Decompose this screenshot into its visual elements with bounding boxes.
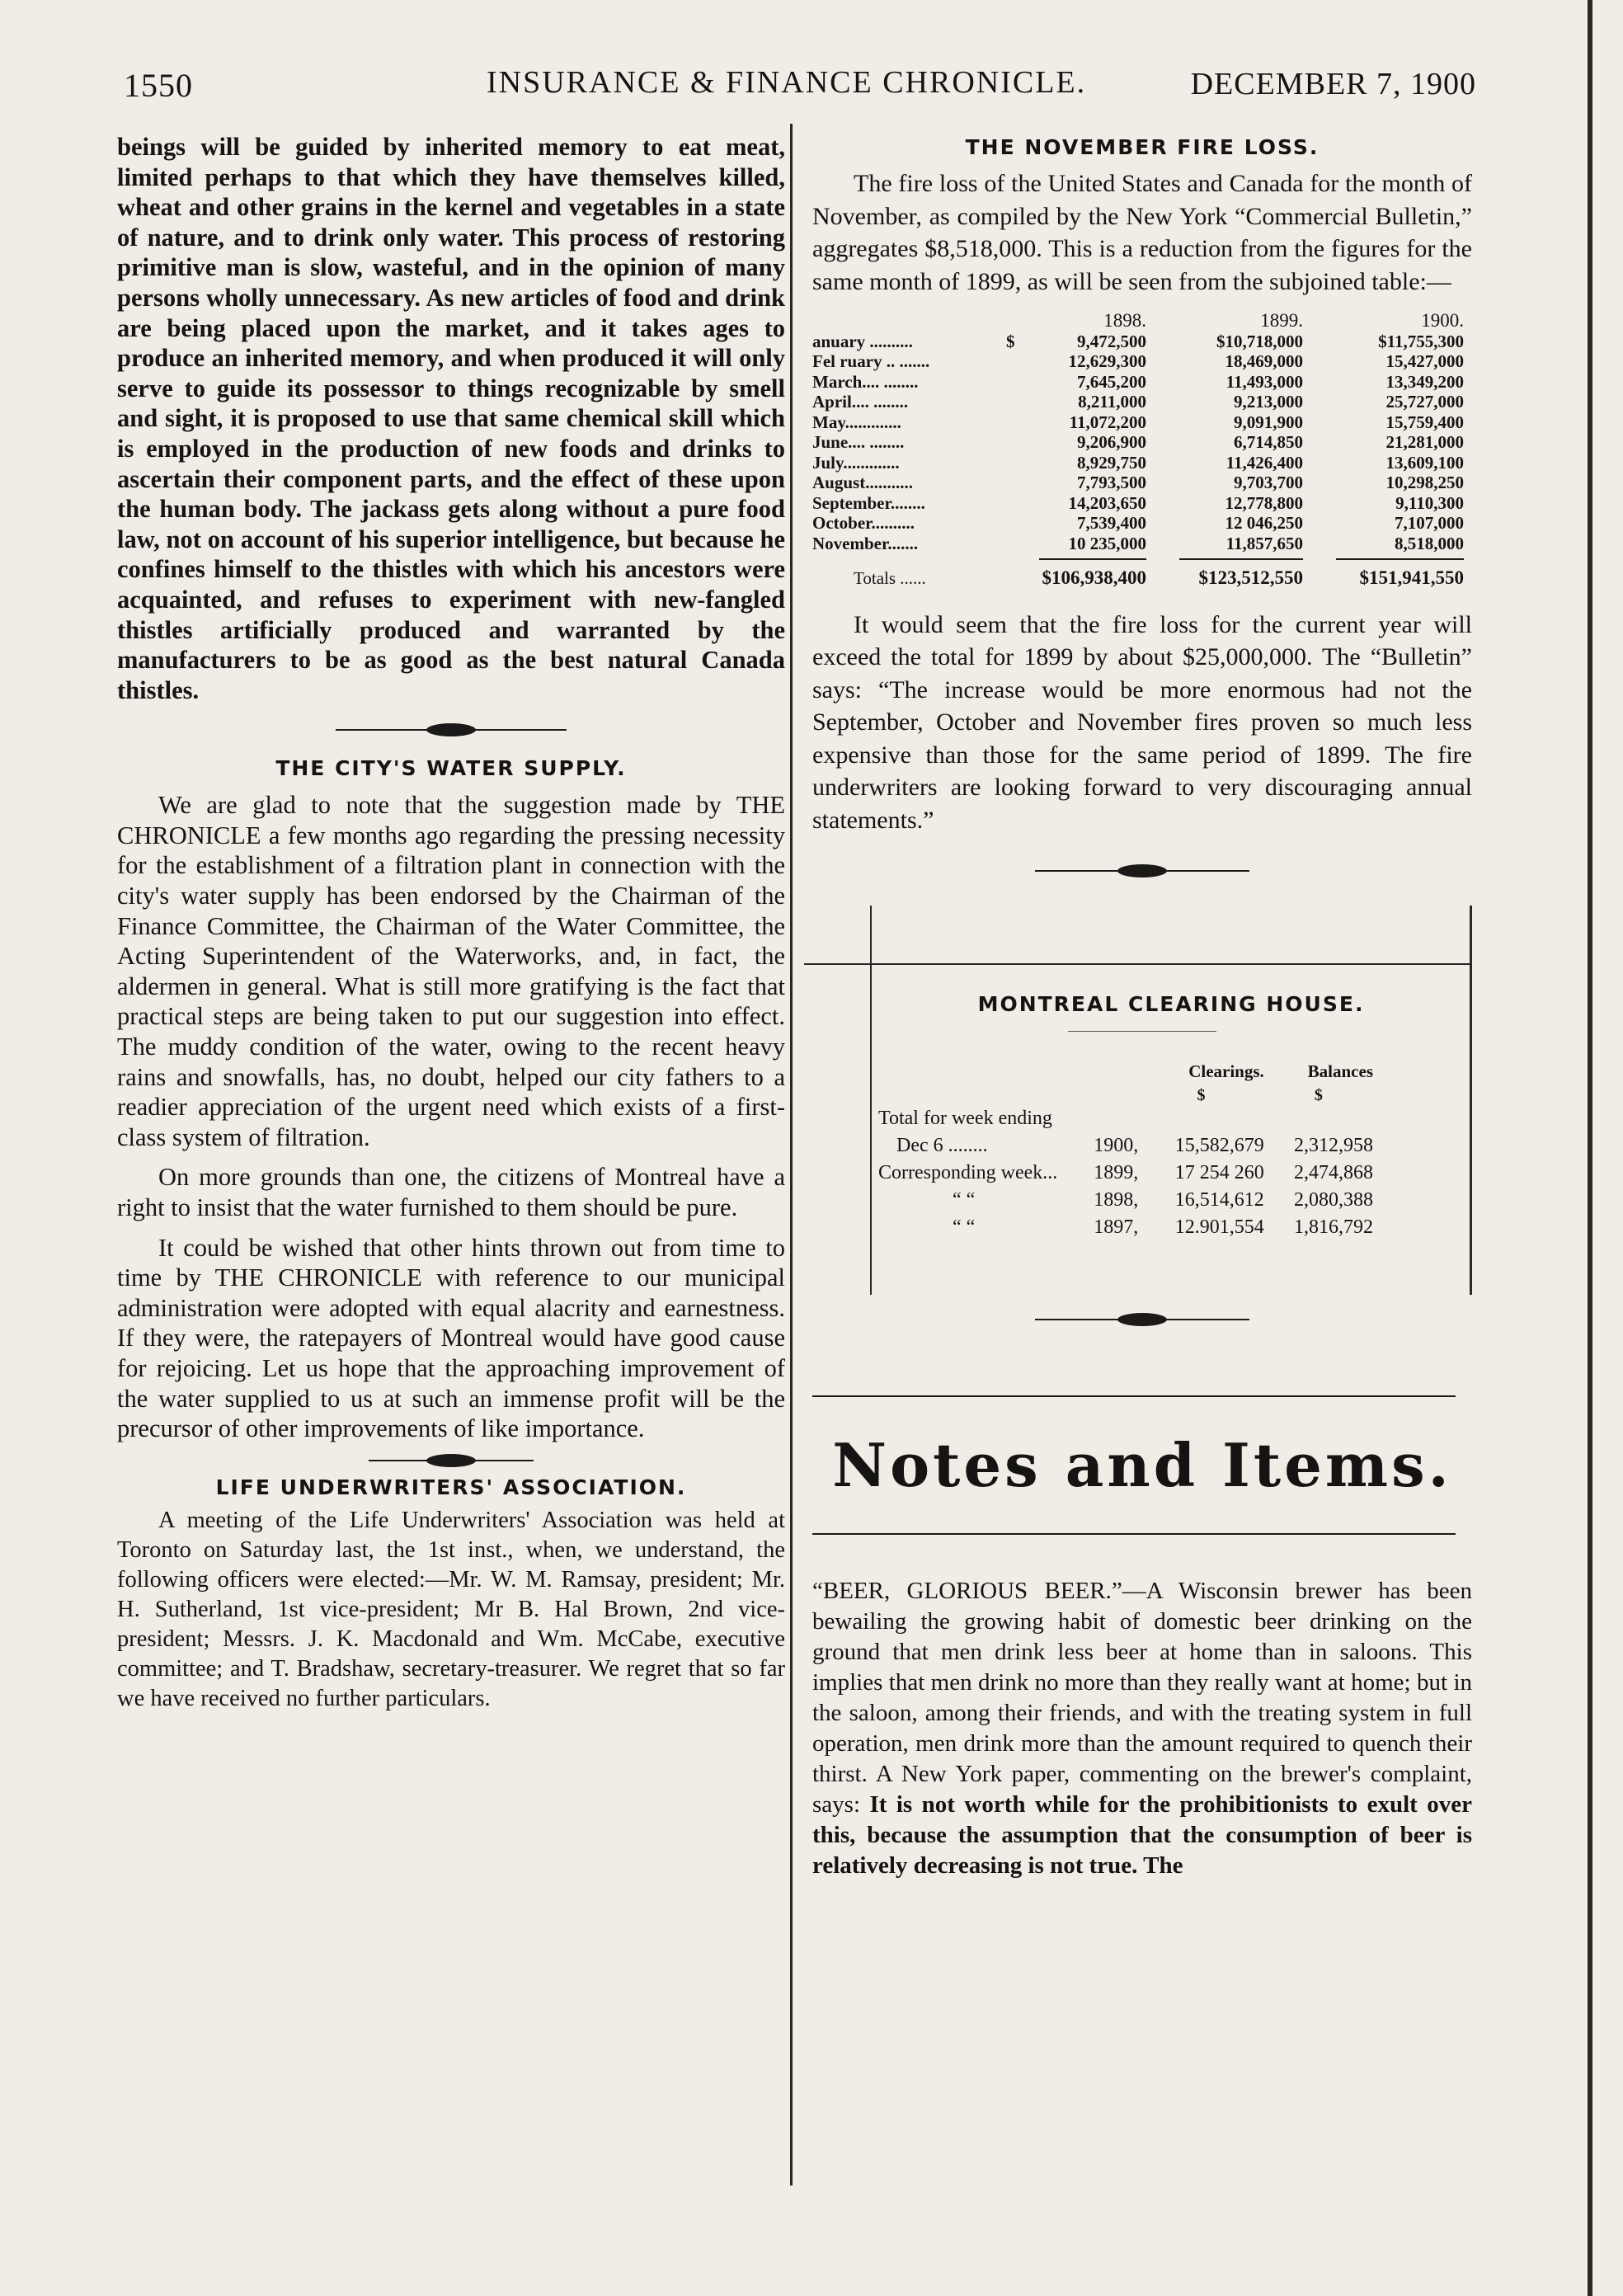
value-1898: 9,472,500: [1077, 331, 1146, 351]
value-1898: 7,539,400: [1077, 513, 1146, 533]
left-column: [117, 132, 785, 1714]
value-1898: 8,929,750: [1077, 452, 1146, 473]
ornament-divider: [1035, 1310, 1249, 1329]
value-1900: 25,727,000: [1385, 392, 1464, 412]
currency-mark: [1006, 392, 1023, 412]
table-row: [812, 453, 1464, 473]
year-1899: 1899.: [1260, 310, 1303, 331]
water-paragraph-1: We are glad to note that the suggestion made by THE CHRONICLE a few months ago regarding the pressing necessity for the establishment of a filtration plant in connection with the city's water supply has been endorsed by the Chairman of the Finance Committee, the Chairman of the Water Committee, the Acting Superintendent of the Waterworks, and, in fact, the aldermen in general. What is still more gratifying is the fact that practical steps are being taken to put our suggestion into effect. The muddy condition of the water, owing to the recent heavy rains and snowfalls, has, no doubt, helped our city fathers to a readier appreciation of the urgent need which exists of a first-class system of filtration.: [117, 791, 785, 1151]
value-1900: 8,518,000: [1395, 533, 1464, 553]
row-label: “ “: [953, 1216, 976, 1238]
total-1900: $151,941,550: [1359, 567, 1464, 588]
currency-mark: [1006, 351, 1023, 372]
value-1898: 9,206,900: [1077, 432, 1146, 452]
rule-row: [812, 553, 1464, 560]
value-1900: 9,110,300: [1395, 492, 1464, 513]
total-1898: $106,938,400: [1042, 567, 1146, 588]
totals-row: [812, 560, 1464, 589]
row-year: [1080, 1105, 1138, 1132]
row-label: “ “: [953, 1189, 976, 1211]
currency-mark: $: [1197, 1086, 1206, 1104]
currency-mark: [1006, 412, 1023, 433]
value-1900: 7,107,000: [1395, 513, 1464, 533]
currency-mark: $: [1006, 331, 1015, 351]
water-paragraph-2: On more grounds than one, the citizens of Montreal have a right to insist that the water furnished to them should be pure.: [117, 1163, 785, 1221]
month-label: July.............: [812, 452, 900, 473]
section-rule: [812, 1395, 1456, 1397]
table-row: [812, 392, 1464, 412]
clearings-value: 16,514,612: [1174, 1189, 1264, 1211]
value-1900: 13,349,200: [1385, 371, 1464, 392]
month-label: April.... ........: [812, 392, 909, 412]
notes-and-items-heading: Notes and Items.: [832, 1430, 1452, 1500]
table-header-row: [878, 1058, 1373, 1085]
clearings-value: [1138, 1105, 1264, 1132]
table-header-row: [812, 311, 1464, 332]
publication-title: INSURANCE & FINANCE CHRONICLE.: [487, 65, 1087, 100]
total-1899: $123,512,550: [1198, 567, 1303, 588]
table-row: [812, 372, 1464, 393]
notes-paragraph: [812, 1576, 1472, 1881]
right-column: [812, 124, 1472, 1881]
value-1899: 11,493,000: [1225, 371, 1303, 392]
ornament-divider: [336, 720, 567, 740]
row-label: Corresponding week...: [878, 1162, 1058, 1183]
row-year: 1900,: [1094, 1135, 1139, 1156]
month-label: May.............: [812, 412, 901, 432]
value-1900: 21,281,000: [1385, 432, 1464, 452]
table-row: [812, 351, 1464, 372]
notes-lead: “BEER, GLORIOUS BEER.”: [812, 1578, 1122, 1604]
row-label: Total for week ending: [878, 1108, 1052, 1129]
value-1899: 18,469,000: [1225, 351, 1303, 371]
totals-label: Totals ......: [854, 568, 926, 588]
table-row: [812, 473, 1464, 493]
value-1899: $10,718,000: [1216, 331, 1303, 351]
fire-loss-commentary: It would seem that the fire loss for the current year will exceed the total for 1899 by about $25,000,000. The “Bulletin” says: “The increase would be more enormous had not the September, October and November fires proven so much less expensive than those for the same period of 1899. The fire underwriters are looking forward to very discouraging annual statements.”: [812, 610, 1472, 834]
table-row: [812, 534, 1464, 554]
value-1900: 15,759,400: [1385, 412, 1464, 432]
table-row: [812, 493, 1464, 514]
month-label: November.......: [812, 533, 919, 553]
opening-paragraph: beings will be guided by inherited memory to eat meat, limited perhaps to that which they have themselves killed, wheat and other grains in the kernel and vegetables in a state of nature, and to drink only water. This process of restoring primitive man is slow, wasteful, and in the opinion of many persons wholly unnecessary. As new articles of food and drink are being placed upon the market, and it takes ages to produce an inherited memory, and when produced it will only serve to guide its possessor to things recognizable by smell and sight, it is proposed to use that same chemical skill which is employed in the production of new foods and drinks to ascertain their component parts, and the effect of these upon the human body. The jackass gets along without a pure food law, not on account of his superior intelligence, but because he confines himself to the thistles with which his ancestors were acquainted, and refuses to experiment with new-fangled thistles artificially produced and warranted by the manufacturers to be as good as the best natural Canada thistles.: [117, 133, 785, 704]
col-clearings: Clearings.: [1188, 1061, 1264, 1081]
box-rule: [1470, 906, 1472, 963]
notes-quote: It is not worth while for the prohibitionists to exult over this, because the assumption that the consumption of beer is relatively decreasing is not true. The: [812, 1791, 1473, 1879]
table-row: [878, 1105, 1373, 1132]
value-1899: 12 046,250: [1225, 513, 1303, 533]
box-rule: [870, 906, 872, 963]
issue-date: DECEMBER 7, 1900: [1190, 67, 1476, 101]
value-1900: 15,427,000: [1385, 351, 1464, 371]
currency-mark: [1006, 493, 1023, 514]
water-paragraph-3: It could be wished that other hints thrown out from time to time by THE CHRONICLE with reference to our municipal administration were adopted with equal alacrity and earnestness. If they were, the ratepayers of Montreal would have good cause for rejoicing. Let us hope that the approaching improvement of the water supplied to us at such an immense profit will be the precursor of other improvements of like importance.: [117, 1233, 785, 1443]
fire-loss-intro: The fire loss of the United States and Canada for the month of November, as compiled by the New York “Commercial Bulletin,” aggregates $8,518,000. This is a reduction from the figures for the same month of 1899, as will be seen from the subjoined table:—: [812, 170, 1472, 295]
col-balances: Balances: [1307, 1061, 1373, 1081]
currency-mark: $: [1314, 1086, 1323, 1104]
month-label: June.... ........: [812, 432, 905, 452]
life-underwriters-paragraph: A meeting of the Life Underwriters' Association was held at Toronto on Saturday last, the 1st inst., when, we understand, the following officers were elected:—Mr. W. M. Ramsay, president; Mr. H. Sutherland, 1st vice-president; Mr B. Hal Brown, 2nd vice-president; Messrs. J. K. Macdonald and Wm. McCabe, executive committee; and T. Bradshaw, secretary-treasurer. We regret that so far we have received no further particulars.: [117, 1507, 785, 1711]
value-1898: 8,211,000: [1078, 392, 1146, 412]
box-rule: [804, 963, 1472, 965]
value-1899: 9,091,900: [1234, 412, 1303, 432]
clearings-value: 17 254 260: [1174, 1162, 1264, 1183]
table-row: [812, 332, 1464, 352]
fire-loss-heading: THE NOVEMBER FIRE LOSS.: [965, 135, 1320, 159]
value-1899: 6,714,850: [1234, 432, 1303, 452]
value-1900: 10,298,250: [1385, 473, 1464, 492]
row-year: 1897,: [1094, 1216, 1139, 1238]
month-label: March.... ........: [812, 371, 919, 392]
value-1898: 7,645,200: [1077, 371, 1146, 392]
notes-text: —A Wisconsin brewer has been bewailing the growing habit of domestic beer drinking on the ground that men drink less beer at home than in saloons. This implies that men drink no more than they really want at home; but in the saloon, among their friends, and with the treating system in full operation, men drink more than the amount required to quench their thirst. A New York paper, commenting on the brewer's complaint, says:: [812, 1578, 1472, 1818]
life-underwriters-heading: LIFE UNDERWRITERS' ASSOCIATION.: [215, 1475, 687, 1499]
value-1899: 11,426,400: [1225, 452, 1303, 473]
balances-value: 2,474,868: [1294, 1162, 1373, 1183]
currency-mark: [1006, 534, 1023, 554]
water-supply-heading: THE CITY'S WATER SUPPLY.: [275, 756, 627, 781]
month-label: anuary ..........: [812, 331, 913, 351]
table-row: [812, 412, 1464, 433]
ornament-divider: [1035, 861, 1249, 881]
value-1899: 9,213,000: [1234, 392, 1303, 412]
value-1898: 11,072,200: [1069, 412, 1146, 432]
clearings-value: 12.901,554: [1174, 1216, 1264, 1238]
value-1900: $11,755,300: [1378, 331, 1464, 351]
balances-value: 2,312,958: [1294, 1135, 1373, 1156]
value-1900: 13,609,100: [1385, 452, 1464, 473]
month-label: Fel ruary .. .......: [812, 351, 930, 371]
month-label: September........: [812, 492, 925, 513]
clearing-house-heading: MONTREAL CLEARING HOUSE.: [977, 992, 1365, 1016]
value-1899: 11,857,650: [1225, 533, 1303, 553]
value-1899: 9,703,700: [1234, 473, 1303, 492]
table-row: [878, 1187, 1373, 1214]
currency-mark: [1006, 513, 1023, 534]
clearings-value: 15,582,679: [1174, 1135, 1264, 1156]
year-1900: 1900.: [1421, 310, 1464, 331]
table-row: [812, 432, 1464, 453]
table-row: [812, 513, 1464, 534]
table-row: [878, 1214, 1373, 1241]
clearing-house-table: [878, 1058, 1373, 1241]
box-rule: [1068, 1031, 1216, 1032]
currency-mark: [1006, 432, 1023, 453]
table-currency-row: [878, 1085, 1373, 1105]
month-label: October..........: [812, 513, 915, 533]
currency-mark: [1006, 453, 1023, 473]
row-label: Dec 6 ........: [896, 1135, 988, 1156]
balances-value: [1264, 1105, 1373, 1132]
ornament-divider: [369, 1451, 534, 1470]
balances-value: 1,816,792: [1294, 1216, 1373, 1238]
table-row: [878, 1160, 1373, 1187]
value-1898: 12,629,300: [1068, 351, 1146, 371]
value-1899: 12,778,800: [1225, 492, 1303, 513]
page-edge: [1588, 0, 1592, 2296]
value-1898: 14,203,650: [1068, 492, 1146, 513]
value-1898: 10 235,000: [1068, 533, 1146, 553]
currency-mark: [1006, 473, 1023, 493]
year-1898: 1898.: [1103, 310, 1146, 331]
column-divider: [790, 124, 793, 2185]
balances-value: 2,080,388: [1294, 1189, 1373, 1211]
page-header: [124, 58, 1476, 107]
section-rule: [812, 1533, 1456, 1535]
row-year: 1898,: [1094, 1189, 1139, 1211]
row-year: 1899,: [1094, 1162, 1139, 1183]
clearing-house-box: [812, 906, 1472, 1301]
month-label: August...........: [812, 473, 913, 492]
currency-mark: [1006, 372, 1023, 393]
value-1898: 7,793,500: [1077, 473, 1146, 492]
fire-loss-table: [812, 311, 1464, 589]
table-row: [878, 1132, 1373, 1160]
page-number: 1550: [124, 67, 193, 104]
